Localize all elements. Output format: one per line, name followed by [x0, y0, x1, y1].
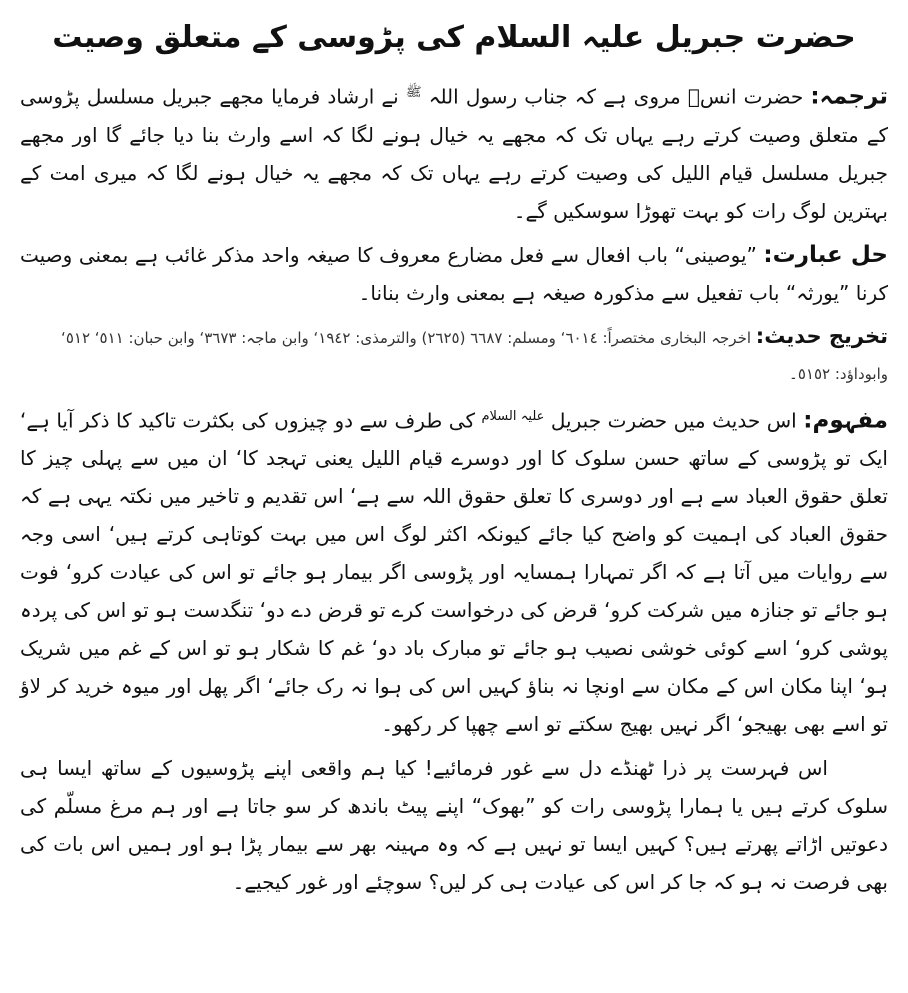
translation-label: ترجمہ: — [810, 83, 888, 110]
explanation-text: ”یوصینی“ باب افعال سے فعل مضارع معروف کا صیغہ واحد مذکر غائب ہے بمعنی وصیت کرنا ”یورثہ“ باب تفعیل سے مذکورہ صیغہ ہے بمعنی وارث بنانا۔ — [20, 242, 888, 305]
takhrij-text: اخرجہ البخاری مختصراً: ٦٠١٤‘ ومسلم: ٦٦٨٧ (٢٦٢٥) والترمذی: ١٩٤٢‘ وابن ماجہ: ٣٦٧٣‘ وابن حبان: ٥١١‘ ٥١٢‘ وابوداؤد: ٥١٥٢۔ — [61, 328, 888, 383]
page-title: حضرت جبریل علیہ السلام کی پڑوسی کے متعلق وصیت — [52, 20, 856, 55]
mafhoom-paragraph — [20, 398, 888, 744]
mafhoom-label: مفہوم: — [803, 407, 889, 434]
translation-text-part2: نے ارشاد فرمایا مجھے جبریل مسلسل پڑوسی کے متعلق وصیت کرتے رہے یہاں تک کہ مجھے یہ خیال ہونے لگا کہ اسے وارث بنا دیا جائے گا اور مجھے جبریل مسلسل قیام اللیل کی وصیت کرتے رہے یہاں تک کہ مجھے یہ خیال ہونے لگا کہ میری امت کے بہترین لوگ رات کو بہت تھوڑا سوسکیں گے۔ — [20, 84, 888, 223]
takhrij-label: تخریج حدیث: — [755, 323, 888, 348]
translation-text-part1: حضرت انسؓ مروی ہے کہ جناب رسول اللہ — [428, 84, 804, 109]
alayhi-glyph: علیہ السلام — [481, 408, 545, 424]
takhrij-paragraph — [20, 318, 888, 392]
closing-paragraph: اس فہرست پر ذرا ٹھنڈے دل سے غور فرمائیے! کیا ہم واقعی اپنے پڑوسیوں کے ساتھ ایسا ہی سلوک کرتے ہیں یا ہمارا پڑوسی رات کو ”بھوک“ اپنے پیٹ باندھ کر سو جاتا ہے اور ہم مرغ مسلّم کی دعوتیں اڑاتے پھرتے ہیں؟ کہیں ایسا تو نہیں ہے کہ وہ مہینہ بھر سے بیمار پڑا ہو اور ہمیں اس بات کی بھی فرصت نہ ہو کہ جا کر اس کی عیادت ہی کر لیں؟ سوچئے اور غور کیجیے۔ — [20, 756, 888, 895]
explanation-paragraph — [20, 236, 888, 312]
explanation-label: حل عبارت: — [763, 241, 888, 268]
salawat-glyph: ﷺ — [405, 85, 422, 100]
mafhoom-text-part1: اس حدیث میں حضرت جبریل — [550, 408, 797, 433]
mafhoom-text-part2: کی طرف سے دو چیزوں کی بکثرت تاکید کا ذکر آیا ہے‘ ایک تو پڑوسی کے ساتھ حسن سلوک کا اور دوسرے قیام اللیل یعنی تہجد کا‘ ان میں سے پہلی چیز کا تعلق حقوق العباد سے ہے اور دوسری کا تعلق حقوق اللہ سے ہے‘ اس تقدیم و تاخیر میں نکتہ یہی ہے کہ حقوق العباد کی اہمیت کو واضح کیا جائے کیونکہ اکثر لوگ اس میں بہت کوتاہی کرتے ہیں‘ اسی وجہ سے روایات میں آتا ہے کہ اگر تمہارا ہمسایہ اور پڑوسی اگر بیمار ہو جائے تو اس کی عیادت کرو‘ فوت ہو جائے تو جنازہ میں شرکت کرو‘ قرض کی درخواست کرے تو قرض دے دو‘ تنگدست ہو تو اس کی پردہ پوشی کرو‘ اسے کوئی خوشی نصیب ہو جائے تو مبارک باد دو‘ غم کا شکار ہو تو اس کے غم میں شریک ہو‘ اپنا مکان اس کے مکان سے اونچا نہ بناؤ کہیں اس کی ہوا نہ رک جائے‘ اگر پھل اور میوہ خرید کر لاؤ تو اسے بھی بھیجو‘ اگر نہیں بھیج سکتے تو اسے چھپا کر رکھو۔ — [20, 408, 888, 737]
translation-paragraph — [20, 74, 888, 230]
